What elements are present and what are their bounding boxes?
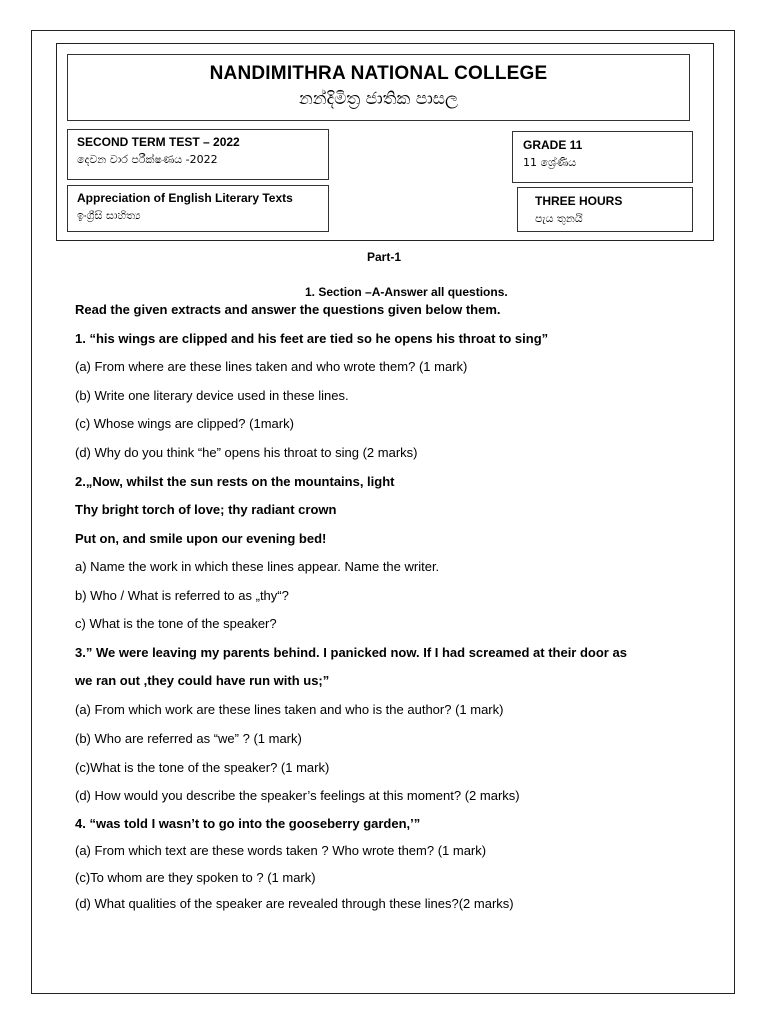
question-line: a) Name the work in which these lines appear. Name the writer. bbox=[75, 559, 440, 574]
term-box bbox=[67, 129, 329, 180]
question-line: (b) Who are referred as “we” ? (1 mark) bbox=[75, 731, 302, 746]
grade-box bbox=[512, 131, 693, 183]
question-line: (a) From where are these lines taken and who wrote them? (1 mark) bbox=[75, 359, 468, 374]
term-en: SECOND TERM TEST – 2022 bbox=[77, 135, 240, 149]
duration-en: THREE HOURS bbox=[535, 194, 623, 208]
duration-si: පැය තුනයි bbox=[535, 212, 583, 225]
question-line: (a) From which text are these words taken ? Who wrote them? (1 mark) bbox=[75, 843, 487, 858]
question-line: (d) Why do you think “he” opens his throat to sing (2 marks) bbox=[75, 445, 418, 460]
question-line: Put on, and smile upon our evening bed! bbox=[75, 531, 327, 546]
question-line: (c) Whose wings are clipped? (1mark) bbox=[75, 416, 294, 431]
grade-en: GRADE 11 bbox=[523, 138, 583, 152]
college-name-si: නන්දිමිත්‍ර ජාතික පාසල bbox=[299, 89, 458, 109]
question-line: c) What is the tone of the speaker? bbox=[75, 616, 277, 631]
subject-en: Appreciation of English Literary Texts bbox=[77, 191, 293, 205]
part-heading: Part-1 bbox=[366, 250, 401, 264]
question-line: 2.„Now, whilst the sun rests on the mountains, light bbox=[75, 474, 395, 489]
college-name-en: NANDIMITHRA NATIONAL COLLEGE bbox=[209, 63, 548, 84]
question-line: 1. “his wings are clipped and his feet are tied so he opens his throat to sing” bbox=[75, 331, 549, 346]
duration-box bbox=[517, 187, 693, 232]
question-line: we ran out ,they could have run with us;” bbox=[75, 673, 330, 688]
section-heading: 1. Section –A-Answer all questions. bbox=[305, 285, 508, 299]
grade-si: 11 ශ්‍රේණිය bbox=[523, 156, 577, 169]
question-line: (b) Write one literary device used in these lines. bbox=[75, 388, 349, 403]
term-si: දෙවන වාර පරීක්ෂණය -2022 bbox=[77, 153, 218, 166]
subject-si: ඉංග්‍රීසි සාහිත්‍ය bbox=[77, 209, 141, 222]
question-line: (c)What is the tone of the speaker? (1 mark) bbox=[75, 760, 330, 775]
question-line: (c)To whom are they spoken to ? (1 mark) bbox=[75, 870, 316, 885]
question-line: (d) How would you describe the speaker’s feelings at this moment? (2 marks) bbox=[75, 788, 520, 803]
subject-box bbox=[67, 185, 329, 232]
instruction-line: Read the given extracts and answer the questions given below them. bbox=[75, 302, 501, 317]
question-line: 4. “was told I wasn’t to go into the gooseberry garden,’” bbox=[75, 816, 421, 831]
question-line: 3.” We were leaving my parents behind. I panicked now. If I had screamed at their door as bbox=[75, 645, 627, 660]
question-line: (a) From which work are these lines taken and who is the author? (1 mark) bbox=[75, 702, 504, 717]
question-line: (d) What qualities of the speaker are revealed through these lines?(2 marks) bbox=[75, 896, 514, 911]
question-line: Thy bright torch of love; thy radiant crown bbox=[75, 502, 337, 517]
title-box bbox=[67, 54, 690, 121]
question-line: b) Who / What is referred to as „thy“? bbox=[75, 588, 289, 603]
